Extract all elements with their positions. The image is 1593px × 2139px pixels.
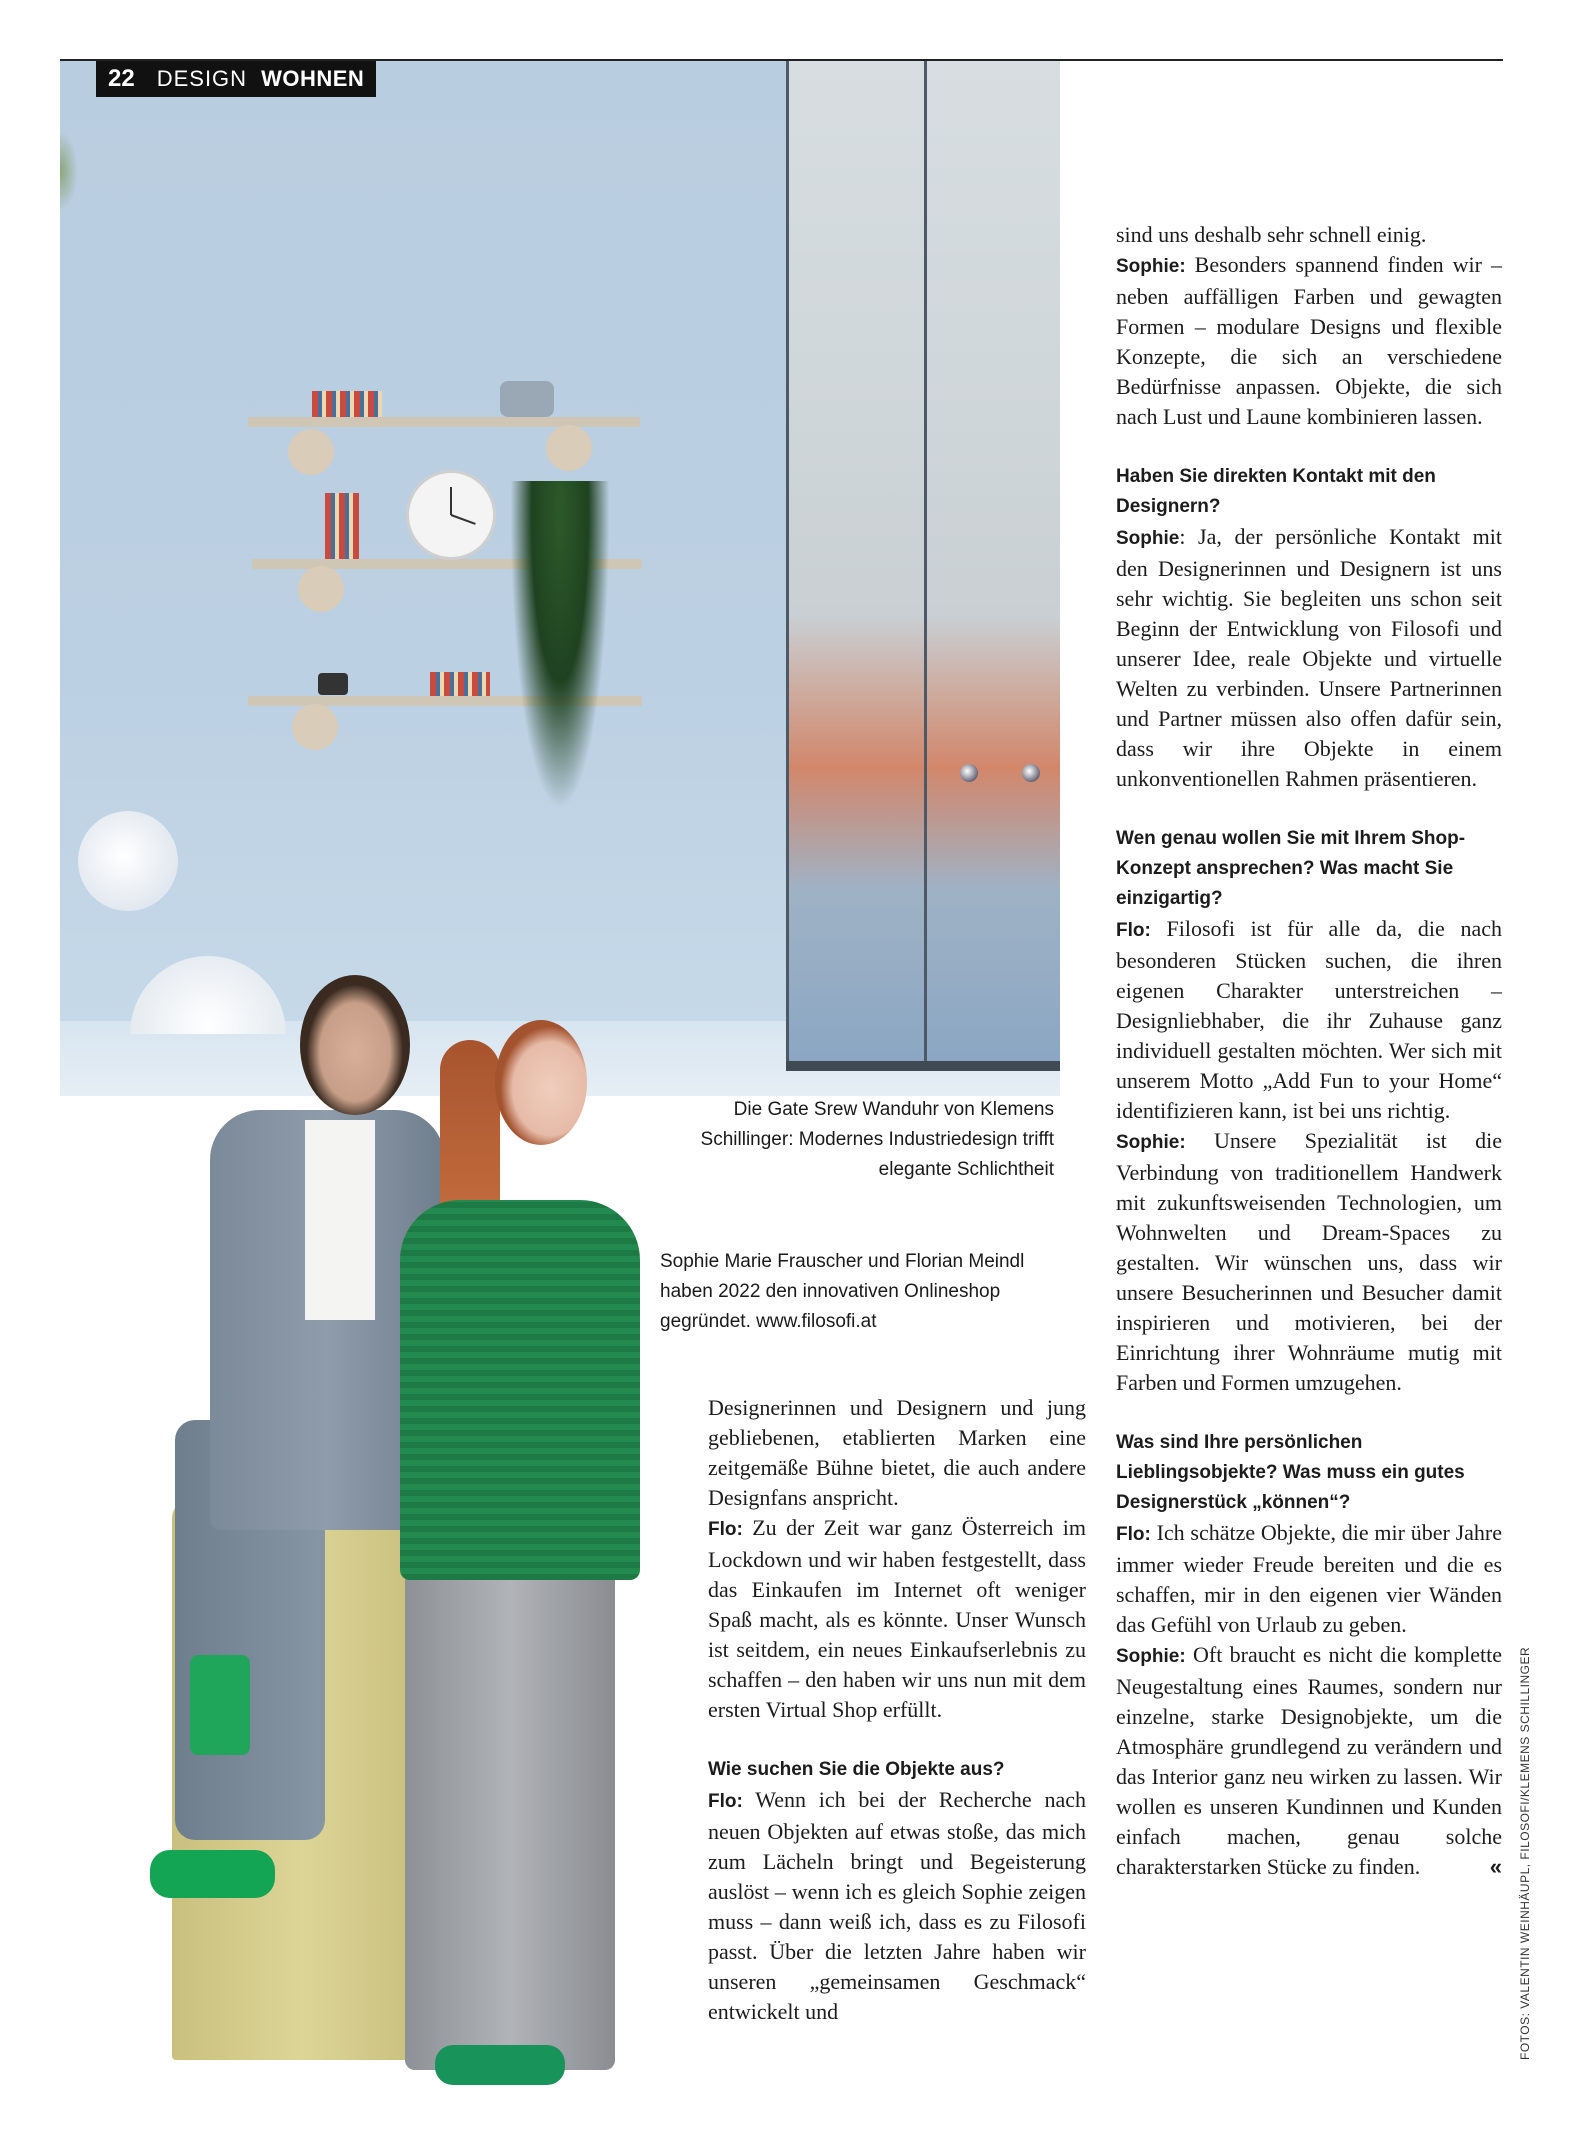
sphere-lamp	[78, 811, 178, 911]
books-stack	[430, 672, 490, 696]
page-header	[96, 61, 376, 97]
man-portrait	[300, 975, 410, 1115]
section-label: DESIGN	[156, 66, 248, 91]
speaker-label: Flo:	[708, 1791, 743, 1812]
green-shoe	[435, 2045, 565, 2085]
camera-object	[318, 673, 348, 695]
glass-door	[786, 61, 1060, 1071]
end-mark: «	[1489, 1854, 1502, 1879]
books-stack	[312, 391, 382, 417]
green-sock	[190, 1655, 250, 1755]
paragraph-text: Zu der Zeit war ganz Österreich im Lockdown und wir haben festgestellt, dass das Einkaufen im Internet oft weniger Spaß macht, als es könnte. Unser Wunsch ist seitdem, ein neues Einkaufserlebnis zu schaffen – den haben wir uns nun mit dem ersten Virtual Shop erfüllt.	[708, 1515, 1086, 1722]
shelf-bracket	[288, 429, 334, 475]
green-sandal	[150, 1850, 275, 1898]
left-column	[708, 1393, 1086, 2027]
speaker-label: Sophie:	[1116, 256, 1186, 277]
speaker-label: Sophie:	[1116, 1646, 1186, 1667]
photo-credit: FOTOS: VALENTIN WEINHÄUPL, FILOSOFI/KLEMENS SCHILLINGER	[1518, 1646, 1532, 2060]
paragraph	[1116, 1126, 1502, 1398]
shelf-bracket	[546, 425, 592, 471]
paragraph-text: : Ja, der persönliche Kontakt mit den Designerinnen und Designern ist uns sehr wichtig. Sie begleiten uns schon seit Beginn der Entwicklung von Filosofi und unserer Idee, reale Objekte und virtuelle Welten zu verbinden. Unsere Partnerinnen und Partner müssen also offen dafür sein, dass wir ihre Objekte in einem unkonventionellen Rahmen präsentieren.	[1116, 524, 1502, 791]
paragraph-text: Wenn ich bei der Recherche nach neuen Objekten auf etwas stoße, das mich zum Lächeln bringt und Begeisterung auslöst – wenn ich es gleich Sophie zeigen muss – dann weiß ich, dass es zu Filosofi passt. Über die letzten Jahre haben wir unseren „gemeinsamen Geschmack“ entwickelt und	[708, 1787, 1086, 2024]
woman-figure	[400, 1200, 640, 1580]
books-row	[325, 493, 359, 559]
clock-caption: Die Gate Srew Wanduhr von Klemens Schillinger: Modernes Industriedesign trifft elegante Schlichtheit	[700, 1099, 1054, 1180]
page-number: 22	[108, 65, 135, 92]
subsection-label: WOHNEN	[261, 66, 365, 91]
speaker-label: Sophie:	[1116, 1132, 1186, 1153]
paragraph	[1116, 1640, 1502, 1882]
speaker-label: Sophie	[1116, 528, 1180, 549]
founders-caption: Sophie Marie Frauscher und Florian Meindl haben 2022 den innovativen Onlineshop gegründet. www.filosofi.at	[660, 1251, 1025, 1332]
hanging-plant-image	[510, 481, 610, 811]
paragraph-text: Filosofi ist für alle da, die nach besonderen Stücken suchen, die ihren eigenen Charakter unterstreichen – Designliebhaber, die ihr Zuhause ganz individuell gestalten möchten. Wer sich mit unserem Motto „Add Fun to your Home“ identifizieren kann, ist bei uns richtig.	[1116, 916, 1502, 1123]
paragraph	[1116, 914, 1502, 1126]
paragraph-text: Besonders spannend finden wir – neben auffälligen Farben und gewagten Formen – modulare Designs und flexible Konzepte, die sich an verschiedene Bedürfnisse anpassen. Objekte, die sich nach Lust und Laune kombinieren lassen.	[1116, 252, 1502, 429]
paragraph	[708, 1513, 1086, 1725]
interior-photo	[60, 61, 1060, 1096]
door-knob	[960, 764, 978, 782]
paragraph-text: Oft braucht es nicht die komplette Neugestaltung eines Raumes, sondern nur einzelne, starke Designobjekte, um die Atmosphäre grundlegend zu verändern und das Interior ganz neu wirken zu lassen. Wir wollen es unseren Kundinnen und Kunden einfach machen, genau solche charakterstarken Stücke zu finden.	[1116, 1642, 1502, 1879]
plant-leaf-image	[60, 131, 78, 211]
wall-clock-image	[406, 470, 496, 560]
interview-question: Wie suchen Sie die Objekte aus?	[708, 1759, 1005, 1780]
door-divider	[924, 61, 927, 1071]
shelf-bracket	[298, 566, 344, 612]
paragraph	[1116, 522, 1502, 794]
paragraph-text: Unsere Spezialität ist die Verbindung von traditionellem Handwerk mit zukunftsweisenden Technologien, um Wohnwelten und Dream-Spaces zu gestalten. Wir wünschen uns, dass wir unsere Besucherinnen und Besucher damit inspirieren und motivieren, bei der Einrichtung ihrer Wohnräume mutig mit Farben und Formen umzugehen.	[1116, 1128, 1502, 1395]
paragraph: Designerinnen und Designern und jung gebliebenen, etablierten Marken eine zeitgemäße Bühne bietet, die auch andere Designfans anspricht.	[708, 1395, 1086, 1510]
right-column	[1116, 220, 1502, 1882]
door-base	[786, 1061, 1060, 1071]
paragraph: sind uns deshalb sehr schnell einig.	[1116, 222, 1427, 247]
interview-question: Wen genau wollen Sie mit Ihrem Shop-Konzept ansprechen? Was macht Sie einzigartig?	[1116, 828, 1466, 909]
wall-shelf	[248, 417, 640, 427]
dome-lamp	[130, 956, 286, 1034]
paragraph	[708, 1785, 1086, 2027]
decor-bowl	[500, 381, 554, 417]
interview-question: Haben Sie direkten Kontakt mit den Designern?	[1116, 466, 1436, 517]
paragraph	[1116, 250, 1502, 432]
shelf-bracket	[292, 704, 338, 750]
paragraph	[1116, 1518, 1502, 1640]
door-knob	[1022, 764, 1040, 782]
paragraph-text: Ich schätze Objekte, die mir über Jahre immer wieder Freude bereiten und die es schaffen, mir in den eigenen vier Wänden das Gefühl von Urlaub zu geben.	[1116, 1520, 1502, 1637]
speaker-label: Flo:	[1116, 920, 1151, 941]
woman-portrait	[495, 1020, 587, 1145]
speaker-label: Flo:	[708, 1519, 743, 1540]
man-shirt	[305, 1120, 375, 1320]
speaker-label: Flo:	[1116, 1524, 1151, 1545]
interview-question: Was sind Ihre persönlichen Lieblingsobjekte? Was muss ein gutes Designerstück „können“?	[1116, 1432, 1465, 1513]
